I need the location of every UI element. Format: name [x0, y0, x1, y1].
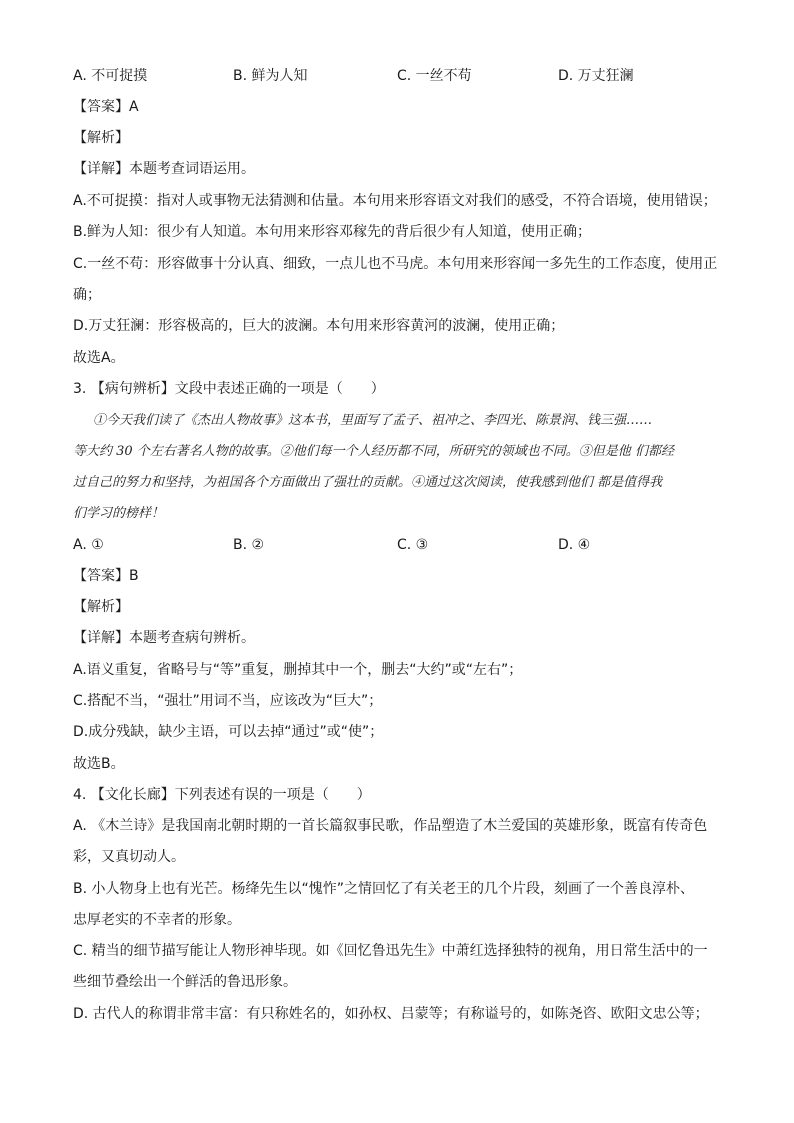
- q2-option-b: B. 鲜为人知: [233, 68, 308, 84]
- q3-passage-line1: ①今天我们读了《杰出人物故事》这本书，里面写了孟子、祖冲之、李四光、陈景润、钱三强……: [93, 413, 653, 428]
- q3-passage-line4: 们学习的榜样！: [73, 506, 165, 521]
- q3-option-b: B. ②: [233, 537, 265, 553]
- q2-answer: 【答案】A: [73, 99, 139, 115]
- q3-explain-d: D.成分残缺，缺少主语，可以去掉“通过”或“使”；: [73, 724, 384, 740]
- q3-explain-c: C.搭配不当，“强壮”用词不当，应该改为“巨大”；: [73, 693, 383, 709]
- q2-conclusion: 故选A。: [73, 350, 125, 366]
- q2-explain-b: B.鲜为人知：很少有人知道。本句用来形容邓稼先的背后很少有人知道，使用正确；: [73, 224, 592, 240]
- q3-conclusion: 故选B。: [73, 756, 125, 772]
- q2-explain-c-line1: C.一丝不苟：形容做事十分认真、细致，一点儿也不马虎。本句用来形容闻一多先生的工作态度，使用正: [73, 256, 718, 272]
- q2-option-d: D. 万丈狂澜: [558, 68, 634, 84]
- q4-option-b-line2: 忠厚老实的不幸者的形象。: [73, 912, 241, 928]
- q2-explain-a: A.不可捉摸：指对人或事物无法猜测和估量。本句用来形容语文对我们的感受，不符合语境，使用错误；: [73, 193, 717, 209]
- q3-option-d: D. ④: [558, 537, 591, 553]
- q2-explain-d: D.万丈狂澜：形容极高的，巨大的波澜。本句用来形容黄河的波澜，使用正确；: [73, 318, 565, 334]
- q4-title: 4. 【文化长廊】下列表述有误的一项是（ ）: [73, 787, 371, 803]
- q4-option-a-line2: 彩，又真切动人。: [73, 849, 185, 865]
- q3-option-c: C. ③: [397, 537, 429, 553]
- q3-passage-line2: 等大约 30 个左右著名人物的故事。②他们每一个人经历都不同，所研究的领域也不同。③但是他 们都经: [73, 444, 674, 459]
- q2-option-a: A. 不可捉摸: [73, 68, 148, 84]
- q3-title: 3. 【病句辨析】文段中表述正确的一项是（ ）: [73, 381, 385, 397]
- q4-option-b-line1: B. 小人物身上也有光芒。杨绛先生以“愧怍”之情回忆了有关老王的几个片段，刻画了一个善良淳朴、: [73, 881, 695, 897]
- q3-options-row: [73, 535, 723, 555]
- q2-option-c: C. 一丝不苟: [397, 68, 472, 84]
- q3-detail-heading: 【详解】本题考查病句辨析。: [73, 630, 255, 646]
- q2-detail-heading: 【详解】本题考查词语运用。: [73, 161, 255, 177]
- q2-analysis-heading: 【解析】: [73, 130, 129, 146]
- q3-passage-line3: 过自己的努力和坚持，为祖国各个方面做出了强壮的贡献。④通过这次阅读，使我感到他们 都是值得我: [73, 475, 663, 490]
- q3-option-a: A. ①: [73, 537, 104, 553]
- q3-answer: 【答案】B: [73, 568, 139, 584]
- q3-analysis-heading: 【解析】: [73, 599, 129, 615]
- q2-options-row: [73, 66, 723, 86]
- q3-explain-a: A.语义重复，省略号与“等”重复，删掉其中一个，删去“大约”或“左右”；: [73, 662, 523, 678]
- q2-explain-c-line2: 确；: [73, 287, 101, 303]
- q4-option-c-line2: 些细节叠绘出一个鲜活的鲁迅形象。: [73, 974, 297, 990]
- q4-option-a-line1: A. 《木兰诗》是我国南北朝时期的一首长篇叙事民歌，作品塑造了木兰爱国的英雄形象，既富有传奇色: [73, 818, 708, 834]
- q4-option-c-line1: C. 精当的细节描写能让人物形神毕现。如《回忆鲁迅先生》中萧红选择独特的视角，用日常生活中的一: [73, 943, 708, 959]
- q4-option-d: D. 古代人的称谓非常丰富：有只称姓名的，如孙权、吕蒙等；有称谥号的，如陈尧咨、欧阳文忠公等；: [73, 1006, 709, 1022]
